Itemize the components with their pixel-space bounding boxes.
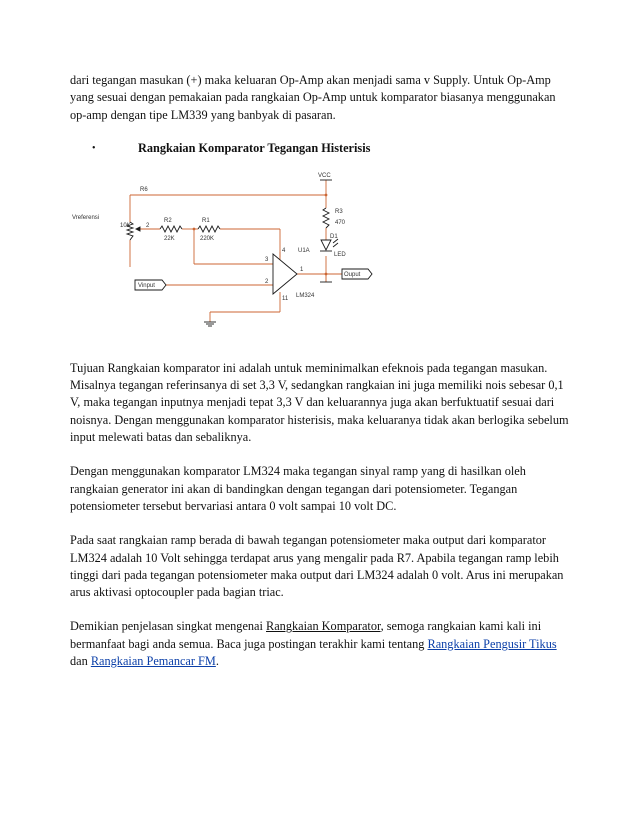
bullet-dot-icon: •: [92, 142, 96, 154]
label-led: LED: [334, 251, 346, 258]
closing-text-4: .: [215, 654, 219, 669]
label-r1: R1: [202, 217, 210, 224]
label-pot-pin2: 2: [146, 222, 150, 229]
label-pin3: 3: [265, 256, 269, 263]
label-pin4: 4: [282, 247, 286, 254]
label-vcc: VCC: [318, 172, 331, 179]
body-paragraph-2: Dengan menggunakan komparator LM324 maka tegangan sinyal ramp yang di hasilkan oleh rangkaian generator ini akan di bandingkan dengan tegangan dari potensiometer. Tegangan potensiometer tersebut bervariasi antara 0 volt sampai 10 volt DC.: [70, 464, 526, 513]
label-r2: R2: [164, 217, 172, 224]
label-d1: D1: [330, 233, 338, 240]
resistor-r2-icon: [160, 226, 182, 232]
label-r2-value: 22K: [164, 235, 175, 242]
resistor-r3-icon: [323, 208, 329, 228]
schematic-drawing: [72, 172, 380, 342]
closing-paragraph: [70, 618, 570, 670]
label-output: Ouput: [344, 271, 361, 278]
label-u1a: U1A: [298, 247, 310, 254]
link-rangkaian-pengusir-tikus[interactable]: Rangkaian Pengusir Tikus: [427, 636, 557, 651]
body-paragraph-3: Pada saat rangkaian ramp berada di bawah tegangan potensiometer maka output dari komparator LM324 adalah 10 Volt sehingga terdapat arus yang mengalir pada R7. Apabila tegangan ramp lebih tinggi dari pada tegangan potensiometer maka output dari LM324 adalah 0 volt. Arus ini merupakan arus aktivasi optocoupler pada bagian triac.: [70, 533, 564, 600]
junction-dots: [193, 193, 328, 275]
opamp-icon: [273, 254, 297, 294]
label-r3-value: 470: [335, 219, 346, 226]
comparator-schematic: [72, 172, 380, 342]
bullet-item: [70, 141, 570, 156]
closing-text-3: dan: [70, 654, 91, 669]
label-pin2: 2: [265, 278, 269, 285]
document-page: [70, 72, 570, 687]
link-rangkaian-pemancar-fm[interactable]: Rangkaian Pemancar FM: [90, 654, 216, 669]
link-rangkaian-komparator[interactable]: Rangkaian Komparator: [266, 619, 381, 634]
label-r1-value: 220K: [200, 235, 215, 242]
body-paragraph-1: Tujuan Rangkaian komparator ini adalah untuk meminimalkan efeknois pada tegangan masukan. Misalnya tegangan referinsanya di set 3,3 V, sedangkan rangkaian ini juga memiliki nois sebesar 0,1 V, maka tegangan inputnya menjadi tepat 3,3 V dan keluarannya juga akan berfuktuatif sesuai dari noisnya. Dengan menggunakan komparator histerisis, maka keluaranya tidak akan berlogika sebelum input melewati batas dan sebaliknya.: [70, 360, 569, 445]
resistor-r1-icon: [198, 226, 220, 232]
label-r6: R6: [140, 186, 148, 193]
schematic-wires: [130, 180, 342, 322]
section-heading: Rangkaian Komparator Tegangan Histerisis: [138, 140, 371, 155]
label-vinput: Vinput: [138, 282, 155, 289]
led-icon: [321, 240, 331, 250]
label-pot-value: 10K: [120, 222, 131, 229]
label-pin11: 11: [282, 295, 289, 302]
closing-text-1: Demikian penjelasan singkat mengenai: [70, 619, 267, 634]
label-lm324: LM324: [296, 292, 315, 299]
label-pin1: 1: [300, 266, 304, 273]
closing-text-2: , semoga rangkaian kami kali ini bermanfaat bagi anda semua. Baca juga postingan terakhir kami tentang: [70, 619, 542, 651]
label-vref: Vreferensi: [72, 214, 100, 221]
intro-paragraph: dari tegangan masukan (+) maka keluaran Op-Amp akan menjadi sama v Supply. Untuk Op-Amp yang sesuai dengan pemakaian pada rangkaian Op-Amp untuk komparator biasanya menggunakan op-amp dengan tipe LM339 yang banbyak di pasaran.: [70, 73, 556, 122]
label-r3: R3: [335, 208, 343, 215]
